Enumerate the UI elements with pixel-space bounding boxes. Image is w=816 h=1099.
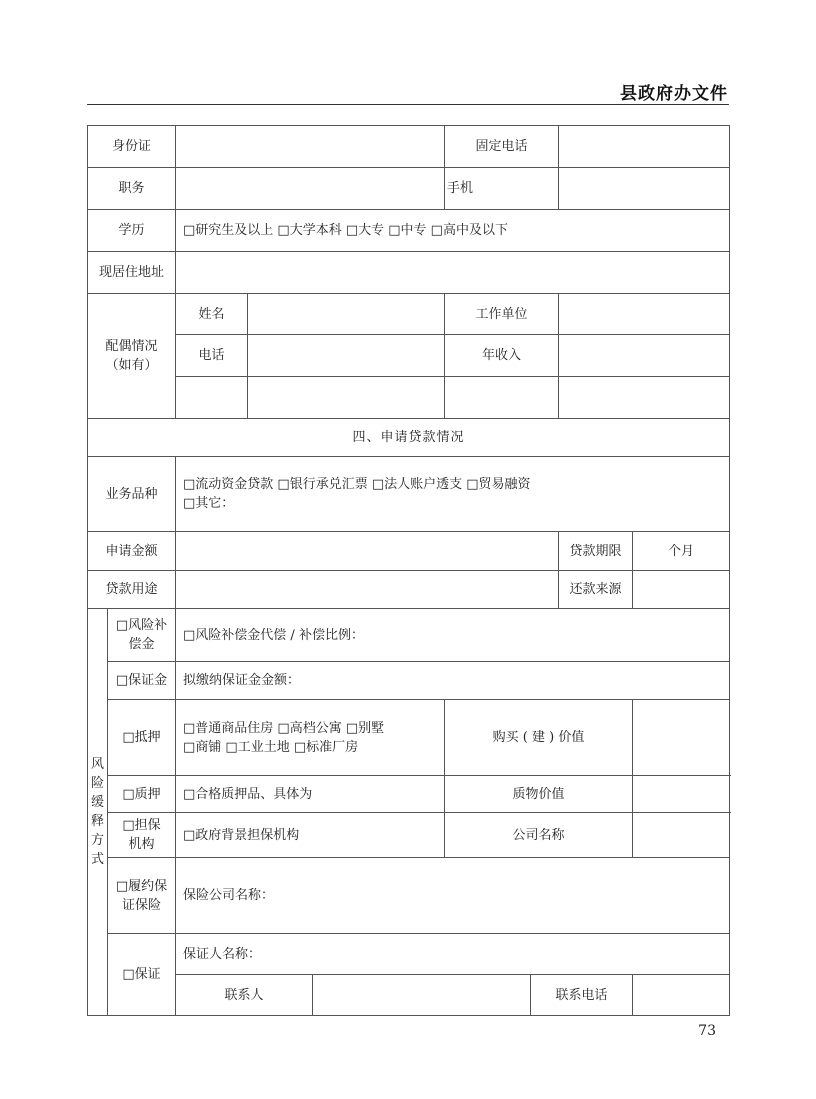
row-title <box>88 168 730 210</box>
spouse-income-label: 年收入 <box>445 335 559 377</box>
risk-label-char-5: 方 <box>90 833 104 848</box>
risk-compensation-label-line1: □风险补 <box>115 618 168 633</box>
loan-term-label: 贷款期限 <box>559 532 633 571</box>
contact-value[interactable] <box>313 975 531 1016</box>
risk-label-char-1: 风 <box>90 757 104 772</box>
risk-label-char-3: 缓 <box>90 795 104 810</box>
row-id-card <box>88 126 730 168</box>
insurance-label[interactable] <box>108 858 176 934</box>
repayment-source-value[interactable] <box>633 571 730 609</box>
mortgage-label[interactable]: □抵押 <box>108 700 176 776</box>
repayment-source-label: 还款来源 <box>559 571 633 609</box>
risk-label-char-2: 险 <box>90 776 104 791</box>
spouse-name-label: 姓名 <box>176 294 248 335</box>
pledge-value[interactable] <box>633 776 730 813</box>
row-pledge <box>88 776 730 813</box>
row-spouse-phone <box>88 335 730 377</box>
risk-compensation-label-line2: 偿金 <box>128 637 155 652</box>
document-header-title: 县政府办文件 <box>620 84 728 104</box>
spouse-employer-value[interactable] <box>559 294 730 335</box>
insurance-content[interactable]: 保险公司名称： <box>176 858 730 934</box>
row-loan-amount <box>88 532 730 571</box>
row-loan-purpose <box>88 571 730 609</box>
spouse-extra-cell-3[interactable] <box>445 377 559 419</box>
spouse-employer-label: 工作单位 <box>445 294 559 335</box>
page-number: 73 <box>698 1023 716 1039</box>
guarantor-label[interactable]: □保证 <box>108 934 176 1016</box>
guarantor-name-label[interactable]: 保证人名称： <box>176 934 730 975</box>
id-card-value[interactable] <box>176 126 445 168</box>
deposit-content[interactable]: 拟缴纳保证金金额： <box>176 662 730 700</box>
id-card-label: 身份证 <box>88 126 176 168</box>
loan-product-options-line2[interactable]: □其它： <box>183 496 235 511</box>
mortgage-options-line2[interactable]: □商铺 □工业土地 □标准厂房 <box>183 739 359 755</box>
section4-title: 四、申请贷款情况 <box>88 419 730 457</box>
contact-label: 联系人 <box>176 975 313 1016</box>
loan-purpose-label: 贷款用途 <box>88 571 176 609</box>
spouse-label-line1: 配偶情况 <box>105 339 158 354</box>
company-name-value[interactable] <box>633 813 730 858</box>
title-value[interactable] <box>176 168 445 210</box>
mortgage-value-label: 购买 ( 建 ) 价值 <box>445 700 633 776</box>
spouse-extra-cell-2[interactable] <box>248 377 445 419</box>
row-spouse-name <box>88 294 730 335</box>
loan-purpose-value[interactable] <box>176 571 559 609</box>
row-risk-compensation <box>88 609 730 662</box>
spouse-label-line2: （如有） <box>105 358 158 373</box>
mortgage-options-line1[interactable]: □普通商品住房 □高档公寓 □别墅 <box>183 720 385 736</box>
pledge-value-label: 质物价值 <box>445 776 633 813</box>
spouse-label <box>88 294 176 419</box>
deposit-label[interactable]: □保证金 <box>108 662 176 700</box>
pledge-content[interactable]: □合格质押品、具体为 <box>176 776 445 813</box>
mobile-label: 手机 <box>445 168 559 210</box>
mortgage-options[interactable] <box>176 700 445 776</box>
mortgage-value[interactable] <box>633 700 730 776</box>
guarantee-org-content[interactable]: □政府背景担保机构 <box>176 813 445 858</box>
education-options[interactable]: □研究生及以上 □大学本科 □大专 □中专 □高中及以下 <box>176 210 730 252</box>
loan-product-options[interactable] <box>176 457 730 532</box>
insurance-label-line2: 证保险 <box>122 897 162 913</box>
address-label: 现居住地址 <box>88 252 176 294</box>
guarantee-org-label-line1: □担保 <box>122 818 161 833</box>
contact-phone-label: 联系电话 <box>531 975 633 1016</box>
company-name-label: 公司名称 <box>445 813 633 858</box>
spouse-phone-value[interactable] <box>248 335 445 377</box>
row-address <box>88 252 730 294</box>
row-guarantor-contact <box>88 975 730 1016</box>
spouse-extra-cell-1[interactable] <box>176 377 248 419</box>
spouse-name-value[interactable] <box>248 294 445 335</box>
spouse-phone-label: 电话 <box>176 335 248 377</box>
loan-amount-label: 申请金额 <box>88 532 176 571</box>
spouse-income-value[interactable] <box>559 335 730 377</box>
address-value[interactable] <box>176 252 730 294</box>
loan-amount-value[interactable] <box>176 532 559 571</box>
row-guarantor-name <box>88 934 730 975</box>
loan-term-unit[interactable]: 个月 <box>633 532 730 571</box>
loan-application-form <box>87 125 730 1016</box>
guarantee-org-label-line2: 机构 <box>128 837 155 852</box>
row-loan-product <box>88 457 730 532</box>
landline-label: 固定电话 <box>445 126 559 168</box>
loan-product-options-line1[interactable]: □流动资金贷款 □银行承兑汇票 □法人账户透支 □贸易融资 <box>183 477 531 492</box>
loan-product-label: 业务品种 <box>88 457 176 532</box>
row-deposit <box>88 662 730 700</box>
title-label: 职务 <box>88 168 176 210</box>
risk-compensation-content[interactable]: □风险补偿金代偿 / 补偿比例： <box>176 609 730 662</box>
row-section4-title <box>88 419 730 457</box>
row-spouse-extra <box>88 377 730 419</box>
education-label: 学历 <box>88 210 176 252</box>
risk-mitigation-label <box>88 609 108 1016</box>
risk-label-char-4: 释 <box>90 814 104 829</box>
mobile-value[interactable] <box>559 168 730 210</box>
guarantee-org-label[interactable] <box>108 813 176 858</box>
row-guarantee-org <box>88 813 730 858</box>
risk-label-char-6: 式 <box>90 852 104 867</box>
row-mortgage <box>88 700 730 776</box>
header-divider <box>87 104 729 105</box>
spouse-extra-cell-4[interactable] <box>559 377 730 419</box>
insurance-label-line1: □履约保 <box>115 878 168 894</box>
row-education <box>88 210 730 252</box>
row-insurance <box>88 858 730 934</box>
risk-compensation-label[interactable] <box>108 609 176 662</box>
contact-phone-value[interactable] <box>633 975 730 1016</box>
pledge-label[interactable]: □质押 <box>108 776 176 813</box>
landline-value[interactable] <box>559 126 730 168</box>
